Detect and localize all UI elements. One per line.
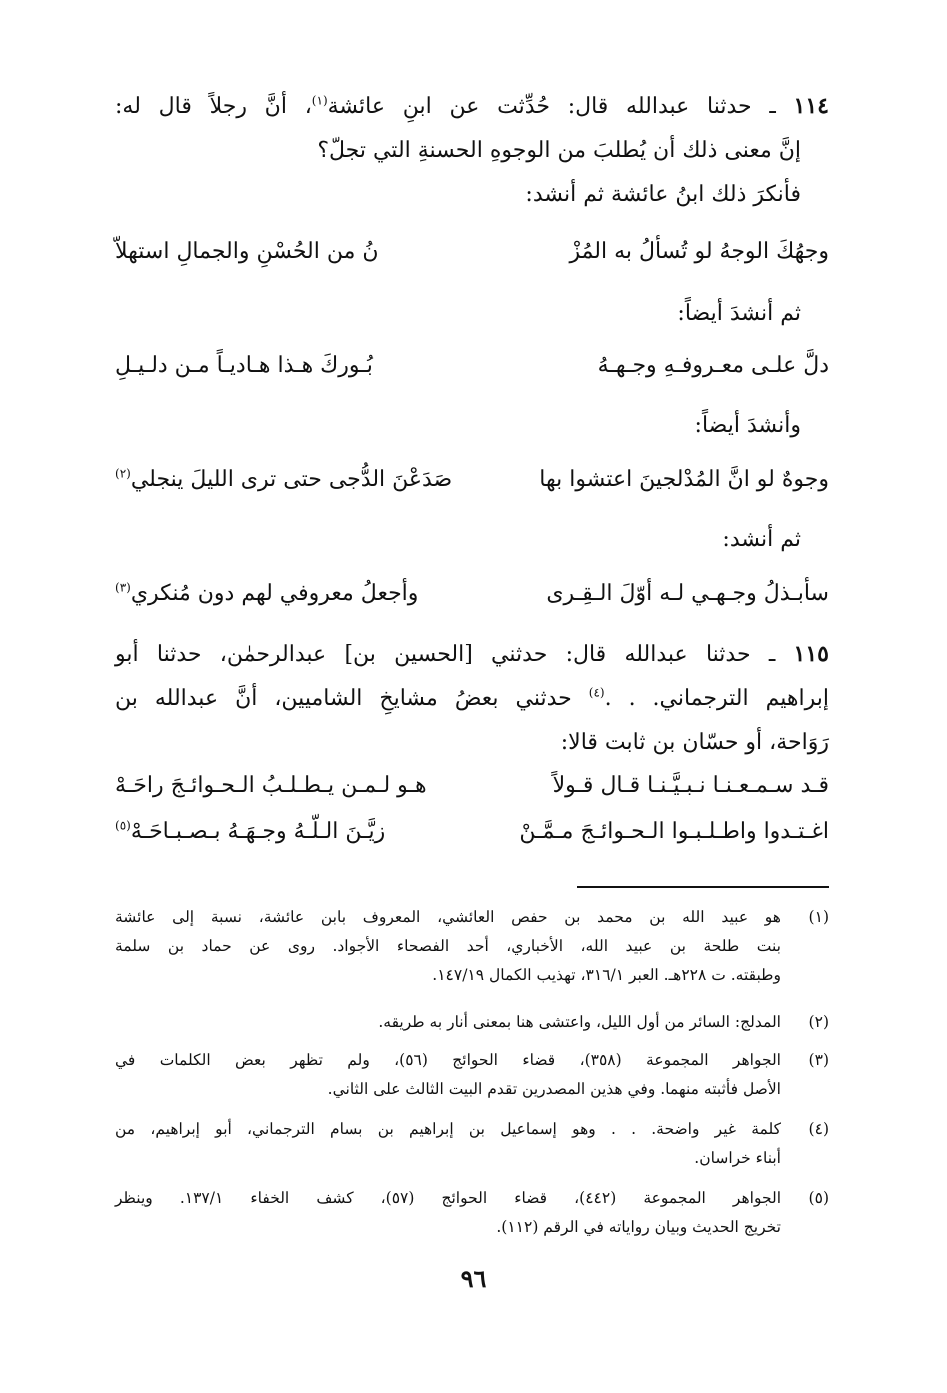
verse-hemistich-first: وجوهٌ لو انَّ المُدْلجينَ اعتشوا بها — [539, 467, 829, 492]
verse-hemistich-second: نُ من الحُسْنِ والجمالِ استهلاّ — [115, 239, 379, 264]
hadith-114-text — [115, 84, 829, 217]
hadith-114-line-3: فأنكرَ ذلك ابنُ عائشة ثم أنشد: — [525, 182, 801, 207]
footnote-3 — [115, 1046, 829, 1104]
hadith-115-line-2: إبراهيم الترجماني. . .$^{(٤)}$ حدثني بعضُ مشايخِ الشاميين، أنَّ عبدالله بن — [115, 685, 829, 711]
hadith-114-line-1: ١١٤ ـ حدثنا عبدالله قال: حُدِّثت عن ابنِ عائشة$^{(١)}$، أنَّ رجلاً قال له: — [115, 93, 829, 119]
hadith-114-line-2: إنَّ معنى ذلك أن يُطلبَ من الوجوهِ الحسنةِ التي تجلّ؟ — [317, 138, 801, 163]
verse-3 — [115, 458, 829, 502]
verse-intro-3: وأنشدَ أيضاً: — [694, 413, 801, 438]
verse-hemistich-second: بُـوركَ هـذا هـاديـاً مـن دلـيـلِ — [115, 353, 373, 378]
verse-hemistich-second: زيَّـنَ الـلّـهُ وجـهَـهُ بـصـبـاحَـهْ$^{(٥)}$ — [115, 818, 386, 844]
footnote-number: (٥) — [808, 1189, 829, 1207]
footnote-ref: (١) — [311, 93, 328, 108]
footnote-line: الأصل فأثبته منهما. وفي هذين المصدرين تقدم البيت الثالث على الثاني. — [327, 1080, 781, 1098]
hadith-number: ١١٥ — [793, 641, 829, 667]
footnote-1 — [115, 903, 829, 990]
footnote-line: المدلج: السائر من أول الليل، واعتشى هنا بمعنى أنار به طريقه. — [378, 1013, 781, 1031]
footnote-line: هو عبيد الله بن محمد بن حفص العائشي، المعروف بابن عائشة، نسبة إلى عائشة — [115, 908, 781, 926]
footnote-number: (٢) — [808, 1013, 829, 1031]
footnote-number: (٣) — [808, 1051, 829, 1069]
verse-hemistich-first: سأبـذلُ وجـهـي لـه أوّلَ الـقِـرى — [546, 581, 829, 606]
footnote-5 — [115, 1184, 829, 1242]
hadith-115-line-1: ١١٥ ـ حدثنا عبدالله قال: حدثني [الحسين بن] عبدالرحمٰن، حدثنا أبو — [115, 641, 829, 667]
verse-6 — [115, 810, 829, 854]
footnote-separator — [577, 886, 829, 888]
footnote-line: الجواهر المجموعة (٣٥٨)، قضاء الحوائج (٥٦)، ولم تظهر بعض الكلمات في — [115, 1051, 781, 1069]
footnote-ref: (٥) — [115, 818, 131, 833]
footnote-number: (١) — [808, 908, 829, 926]
verse-1 — [115, 230, 829, 274]
footnote-number: (٤) — [808, 1120, 829, 1138]
verse-intro-4: ثم أنشد: — [722, 527, 801, 552]
footnote-line: وطبقته. ت ٢٢٨هـ. العبر ٣١٦/١، تهذيب الكمال ١٤٧/١٩. — [432, 966, 781, 984]
verse-2 — [115, 344, 829, 388]
hadith-115-text — [115, 632, 829, 765]
verse-5 — [115, 764, 829, 808]
verse-hemistich-first: دلَّ علـى معـروفـهِ وجـهـهُ — [597, 353, 829, 378]
verse-4 — [115, 572, 829, 616]
page-number: ٩٦ — [460, 1264, 487, 1293]
footnote-4 — [115, 1115, 829, 1173]
footnote-ref: (٢) — [115, 466, 131, 481]
footnote-ref: (٤) — [588, 685, 605, 700]
footnote-line: أبناء خراسان. — [694, 1149, 781, 1167]
verse-hemistich-second: صَدَعْنَ الدُّجى حتى ترى الليلَ ينجلي$^{(٢)}$ — [115, 466, 453, 492]
footnote-2 — [115, 1008, 829, 1037]
verse-hemistich-first: وجهُكَ الوجهُ لو تُسألُ به المُزْ — [569, 239, 829, 264]
footnote-line: كلمة غير واضحة. . . وهو إسماعيل بن إبراهيم بن بسام الترجماني، أبو إبراهيم، من — [115, 1120, 781, 1138]
verse-hemistich-second: هـو لـمـن يـطـلـبُ الـحـوائـجَ راحَـهْ — [115, 773, 427, 798]
footnote-line: الجواهر المجموعة (٤٤٢)، قضاء الحوائج (٥٧)، كشف الخفاء ١٣٧/١. وينظر — [115, 1189, 781, 1207]
verse-intro-2: ثم أنشدَ أيضاً: — [677, 301, 801, 326]
hadith-number: ١١٤ — [793, 93, 829, 119]
verse-hemistich-first: قـد سـمـعـنـا نـبـيَّـنـا قـال قـولاً — [552, 773, 829, 798]
verse-hemistich-second: وأجعلُ معروفي لهم دون مُنكري$^{(٣)}$ — [115, 580, 419, 606]
hadith-115-line-3: رَوَاحة، أو حسّان بن ثابت قالا: — [560, 730, 829, 755]
footnote-line: بنت طلحة بن عبيد الله، الأخباري، أحد الفصحاء الأجواد. روى عن حماد بن سلمة — [115, 937, 781, 955]
footnote-ref: (٣) — [115, 580, 131, 595]
footnote-line: تخريج الحديث وبيان رواياته في الرقم (١١٢). — [496, 1218, 781, 1236]
verse-hemistich-first: اغـتـدوا واطـلـبـوا الـحـوائـجَ مـمَّـنْ — [519, 819, 829, 844]
